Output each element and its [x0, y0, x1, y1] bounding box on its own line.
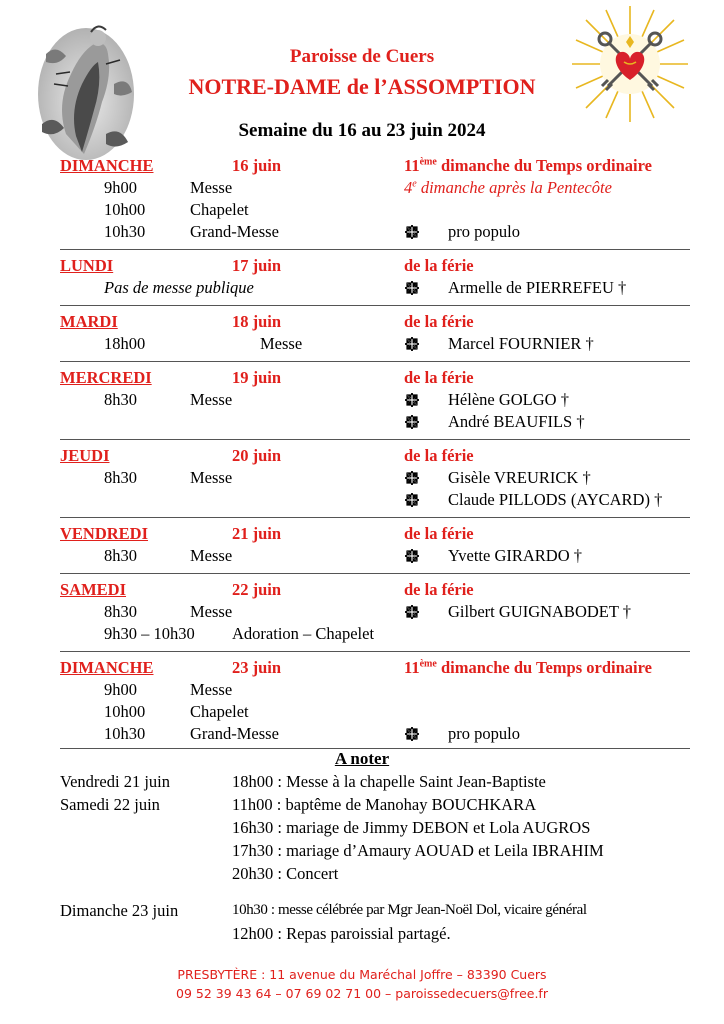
- service-event: Messe: [190, 468, 233, 487]
- mass-intention: Claude PILLODS (AYCARD) †: [448, 490, 663, 509]
- notes-list: [60, 770, 700, 945]
- liturgical-day: de la férie: [404, 446, 474, 465]
- day-date: 20 juin: [232, 446, 282, 465]
- day-date: 22 juin: [232, 580, 282, 599]
- service-event: Messe: [190, 178, 233, 197]
- day-name: DIMANCHE: [60, 156, 154, 175]
- service-time: 9h00: [104, 680, 137, 699]
- day-note: Pas de messe publique: [104, 278, 254, 297]
- day-block-sunday-16: [60, 155, 690, 250]
- day-name: VENDREDI: [60, 524, 149, 543]
- cross-pattee-icon: [405, 605, 419, 619]
- service-time: 10h00: [104, 702, 146, 721]
- cross-pattee-icon: [405, 493, 419, 507]
- day-block-sunday-23: [60, 657, 690, 749]
- cross-pattee-icon: [405, 415, 419, 429]
- service-event: Chapelet: [190, 702, 249, 721]
- note-line: [60, 922, 700, 945]
- service-time: 9h00: [104, 178, 137, 197]
- mass-intention: Gilbert GUIGNABODET †: [448, 602, 632, 621]
- note-text: 18h00 : Messe à la chapelle Saint Jean-Baptiste: [232, 772, 546, 791]
- service-time: 10h30: [104, 724, 146, 743]
- notes-title: A noter: [334, 749, 390, 768]
- service-time: 8h30: [104, 602, 137, 621]
- service-event: Messe: [260, 334, 303, 353]
- liturgical-subtitle: 4e dimanche après la Pentecôte: [404, 178, 612, 197]
- day-date: 19 juin: [232, 368, 282, 387]
- note-line: [60, 899, 700, 922]
- service-event: Chapelet: [190, 200, 249, 219]
- cross-pattee-icon: [405, 549, 419, 563]
- service-time: 10h00: [104, 200, 146, 219]
- mass-intention: André BEAUFILS †: [448, 412, 585, 431]
- parish-name: Paroisse de Cuers: [289, 46, 435, 67]
- day-date: 23 juin: [232, 658, 282, 677]
- mass-intention: Marcel FOURNIER †: [448, 334, 594, 353]
- day-date: 18 juin: [232, 312, 282, 331]
- service-event: Messe: [190, 546, 233, 565]
- mass-intention: Yvette GIRARDO †: [448, 546, 582, 565]
- day-name: DIMANCHE: [60, 658, 154, 677]
- liturgical-day: de la férie: [404, 256, 474, 275]
- day-block-monday: [60, 255, 690, 306]
- day-block-friday: [60, 523, 690, 574]
- service-time: 9h30 – 10h30: [104, 624, 195, 643]
- mass-intention: pro populo: [448, 724, 520, 743]
- cross-pattee-icon: [405, 727, 419, 741]
- day-date: 21 juin: [232, 524, 282, 543]
- cross-pattee-icon: [405, 471, 419, 485]
- note-line: [60, 816, 700, 839]
- service-time: 8h30: [104, 468, 137, 487]
- note-line: [60, 839, 700, 862]
- note-line: [60, 793, 700, 816]
- service-time: 10h30: [104, 222, 146, 241]
- day-name: LUNDI: [60, 256, 114, 275]
- service-event: Messe: [190, 680, 233, 699]
- weekly-schedule: [60, 155, 690, 749]
- mass-intention: Gisèle VREURICK †: [448, 468, 591, 487]
- note-text: 16h30 : mariage de Jimmy DEBON et Lola AUGROS: [232, 818, 591, 837]
- note-line: [60, 862, 700, 885]
- day-date: 16 juin: [232, 156, 282, 175]
- note-text: 17h30 : mariage d’Amaury AOUAD et Leila IBRAHIM: [232, 841, 604, 860]
- service-time: 8h30: [104, 390, 137, 409]
- day-name: MARDI: [60, 312, 118, 331]
- note-day: Dimanche 23 juin: [60, 901, 179, 920]
- liturgical-day: de la férie: [404, 524, 474, 543]
- note-text: 10h30 : messe célébrée par Mgr Jean-Noël Dol, vicaire général: [232, 902, 587, 918]
- service-event: Grand-Messe: [190, 724, 279, 743]
- day-block-tuesday: [60, 311, 690, 362]
- footer-address: PRESBYTÈRE : 11 avenue du Maréchal Joffre – 83390 Cuers: [177, 967, 547, 982]
- note-line: [60, 770, 700, 793]
- cross-pattee-icon: [405, 281, 419, 295]
- service-event: Messe: [190, 390, 233, 409]
- liturgical-day: de la férie: [404, 368, 474, 387]
- day-name: MERCREDI: [60, 368, 152, 387]
- cross-pattee-icon: [405, 225, 419, 239]
- liturgical-day: de la férie: [404, 312, 474, 331]
- mass-intention: Armelle de PIERREFEU †: [448, 278, 627, 297]
- day-block-thursday: [60, 445, 690, 518]
- day-block-saturday: [60, 579, 690, 652]
- liturgical-day: de la férie: [404, 580, 474, 599]
- mass-intention: Hélène GOLGO †: [448, 390, 569, 409]
- mass-intention: pro populo: [448, 222, 520, 241]
- church-name: NOTRE-DAME de l’ASSOMPTION: [188, 74, 536, 99]
- service-event: Adoration – Chapelet: [232, 624, 375, 643]
- note-day: Vendredi 21 juin: [60, 772, 170, 791]
- service-event: Messe: [190, 602, 233, 621]
- service-time: 18h00: [104, 334, 146, 353]
- note-text: 20h30 : Concert: [232, 864, 339, 883]
- day-block-wednesday: [60, 367, 690, 440]
- note-text: 12h00 : Repas paroissial partagé.: [232, 924, 451, 943]
- day-name: JEUDI: [60, 446, 110, 465]
- liturgical-day: 11ème dimanche du Temps ordinaire: [404, 658, 652, 677]
- day-date: 17 juin: [232, 256, 282, 275]
- service-time: 8h30: [104, 546, 137, 565]
- cross-pattee-icon: [405, 337, 419, 351]
- cross-pattee-icon: [405, 393, 419, 407]
- day-name: SAMEDI: [60, 580, 127, 599]
- liturgical-day: 11ème dimanche du Temps ordinaire: [404, 156, 652, 175]
- note-day: Samedi 22 juin: [60, 795, 160, 814]
- note-text: 11h00 : baptême de Manohay BOUCHKARA: [232, 795, 537, 814]
- week-title: Semaine du 16 au 23 juin 2024: [238, 120, 486, 141]
- presbytery-footer: [0, 965, 724, 1003]
- service-event: Grand-Messe: [190, 222, 279, 241]
- footer-contact: 09 52 39 43 64 – 07 69 02 71 00 – paroissedecuers@free.fr: [176, 986, 548, 1001]
